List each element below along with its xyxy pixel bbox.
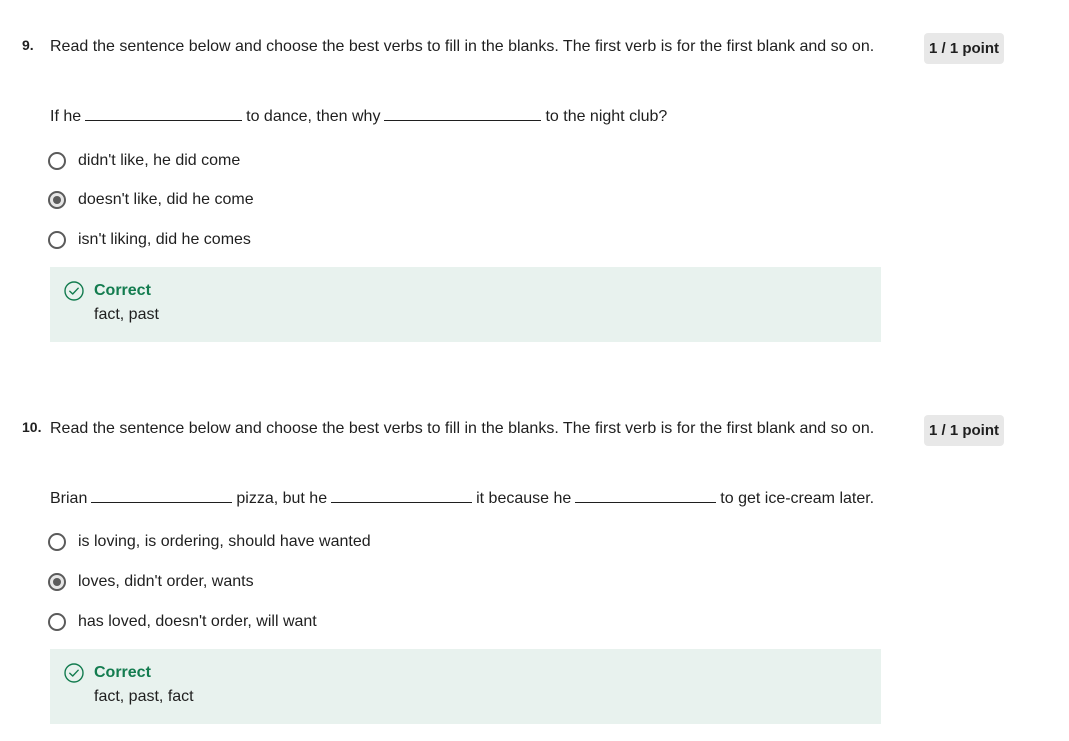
question-prompt: Read the sentence below and choose the best verbs to fill in the blanks. The first verb is for the first blank and so on. [50,38,875,55]
radio-unchecked-icon[interactable] [48,533,66,551]
radio-checked-icon[interactable] [48,573,66,591]
feedback-status: Correct [94,664,151,681]
sentence-part: to the night club? [545,108,668,125]
feedback-status: Correct [94,282,151,299]
radio-unchecked-icon[interactable] [48,231,66,249]
answer-option[interactable] [48,610,317,634]
points-badge: 1 / 1 point [924,33,1004,64]
feedback-explanation: fact, past, fact [94,688,194,705]
sentence-part: pizza, but he [236,490,328,507]
answer-option-selected[interactable] [48,570,254,594]
points-badge: 1 / 1 point [924,415,1004,446]
blank-line [85,106,242,121]
check-circle-icon [64,663,84,683]
radio-checked-icon[interactable] [48,191,66,209]
option-label: is loving, is ordering, should have wanted [78,533,371,550]
answer-option[interactable] [48,530,371,554]
check-circle-icon [64,281,84,301]
feedback-panel [50,649,881,724]
option-label: loves, didn't order, wants [78,573,254,590]
fill-blank-sentence [50,106,667,126]
blank-line [331,488,472,503]
fill-blank-sentence [50,488,874,508]
feedback-explanation: fact, past [94,306,159,323]
blank-line [575,488,716,503]
option-label: doesn't like, did he come [78,191,254,208]
feedback-panel [50,267,881,342]
sentence-part: it because he [476,490,572,507]
blank-line [91,488,232,503]
sentence-part: to dance, then why [246,108,381,125]
radio-unchecked-icon[interactable] [48,152,66,170]
question-prompt: Read the sentence below and choose the best verbs to fill in the blanks. The first verb is for the first blank and so on. [50,420,875,437]
question-number: 9. [22,37,34,53]
question-number: 10. [22,419,42,435]
sentence-part: If he [50,108,82,125]
answer-option-selected[interactable] [48,188,254,212]
option-label: has loved, doesn't order, will want [78,613,317,630]
answer-option[interactable] [48,228,251,252]
sentence-part: to get ice-cream later. [720,490,875,507]
option-label: didn't like, he did come [78,152,241,169]
sentence-part: Brian [50,490,88,507]
blank-line [384,106,541,121]
radio-unchecked-icon[interactable] [48,613,66,631]
option-label: isn't liking, did he comes [78,231,251,248]
answer-option[interactable] [48,149,240,173]
